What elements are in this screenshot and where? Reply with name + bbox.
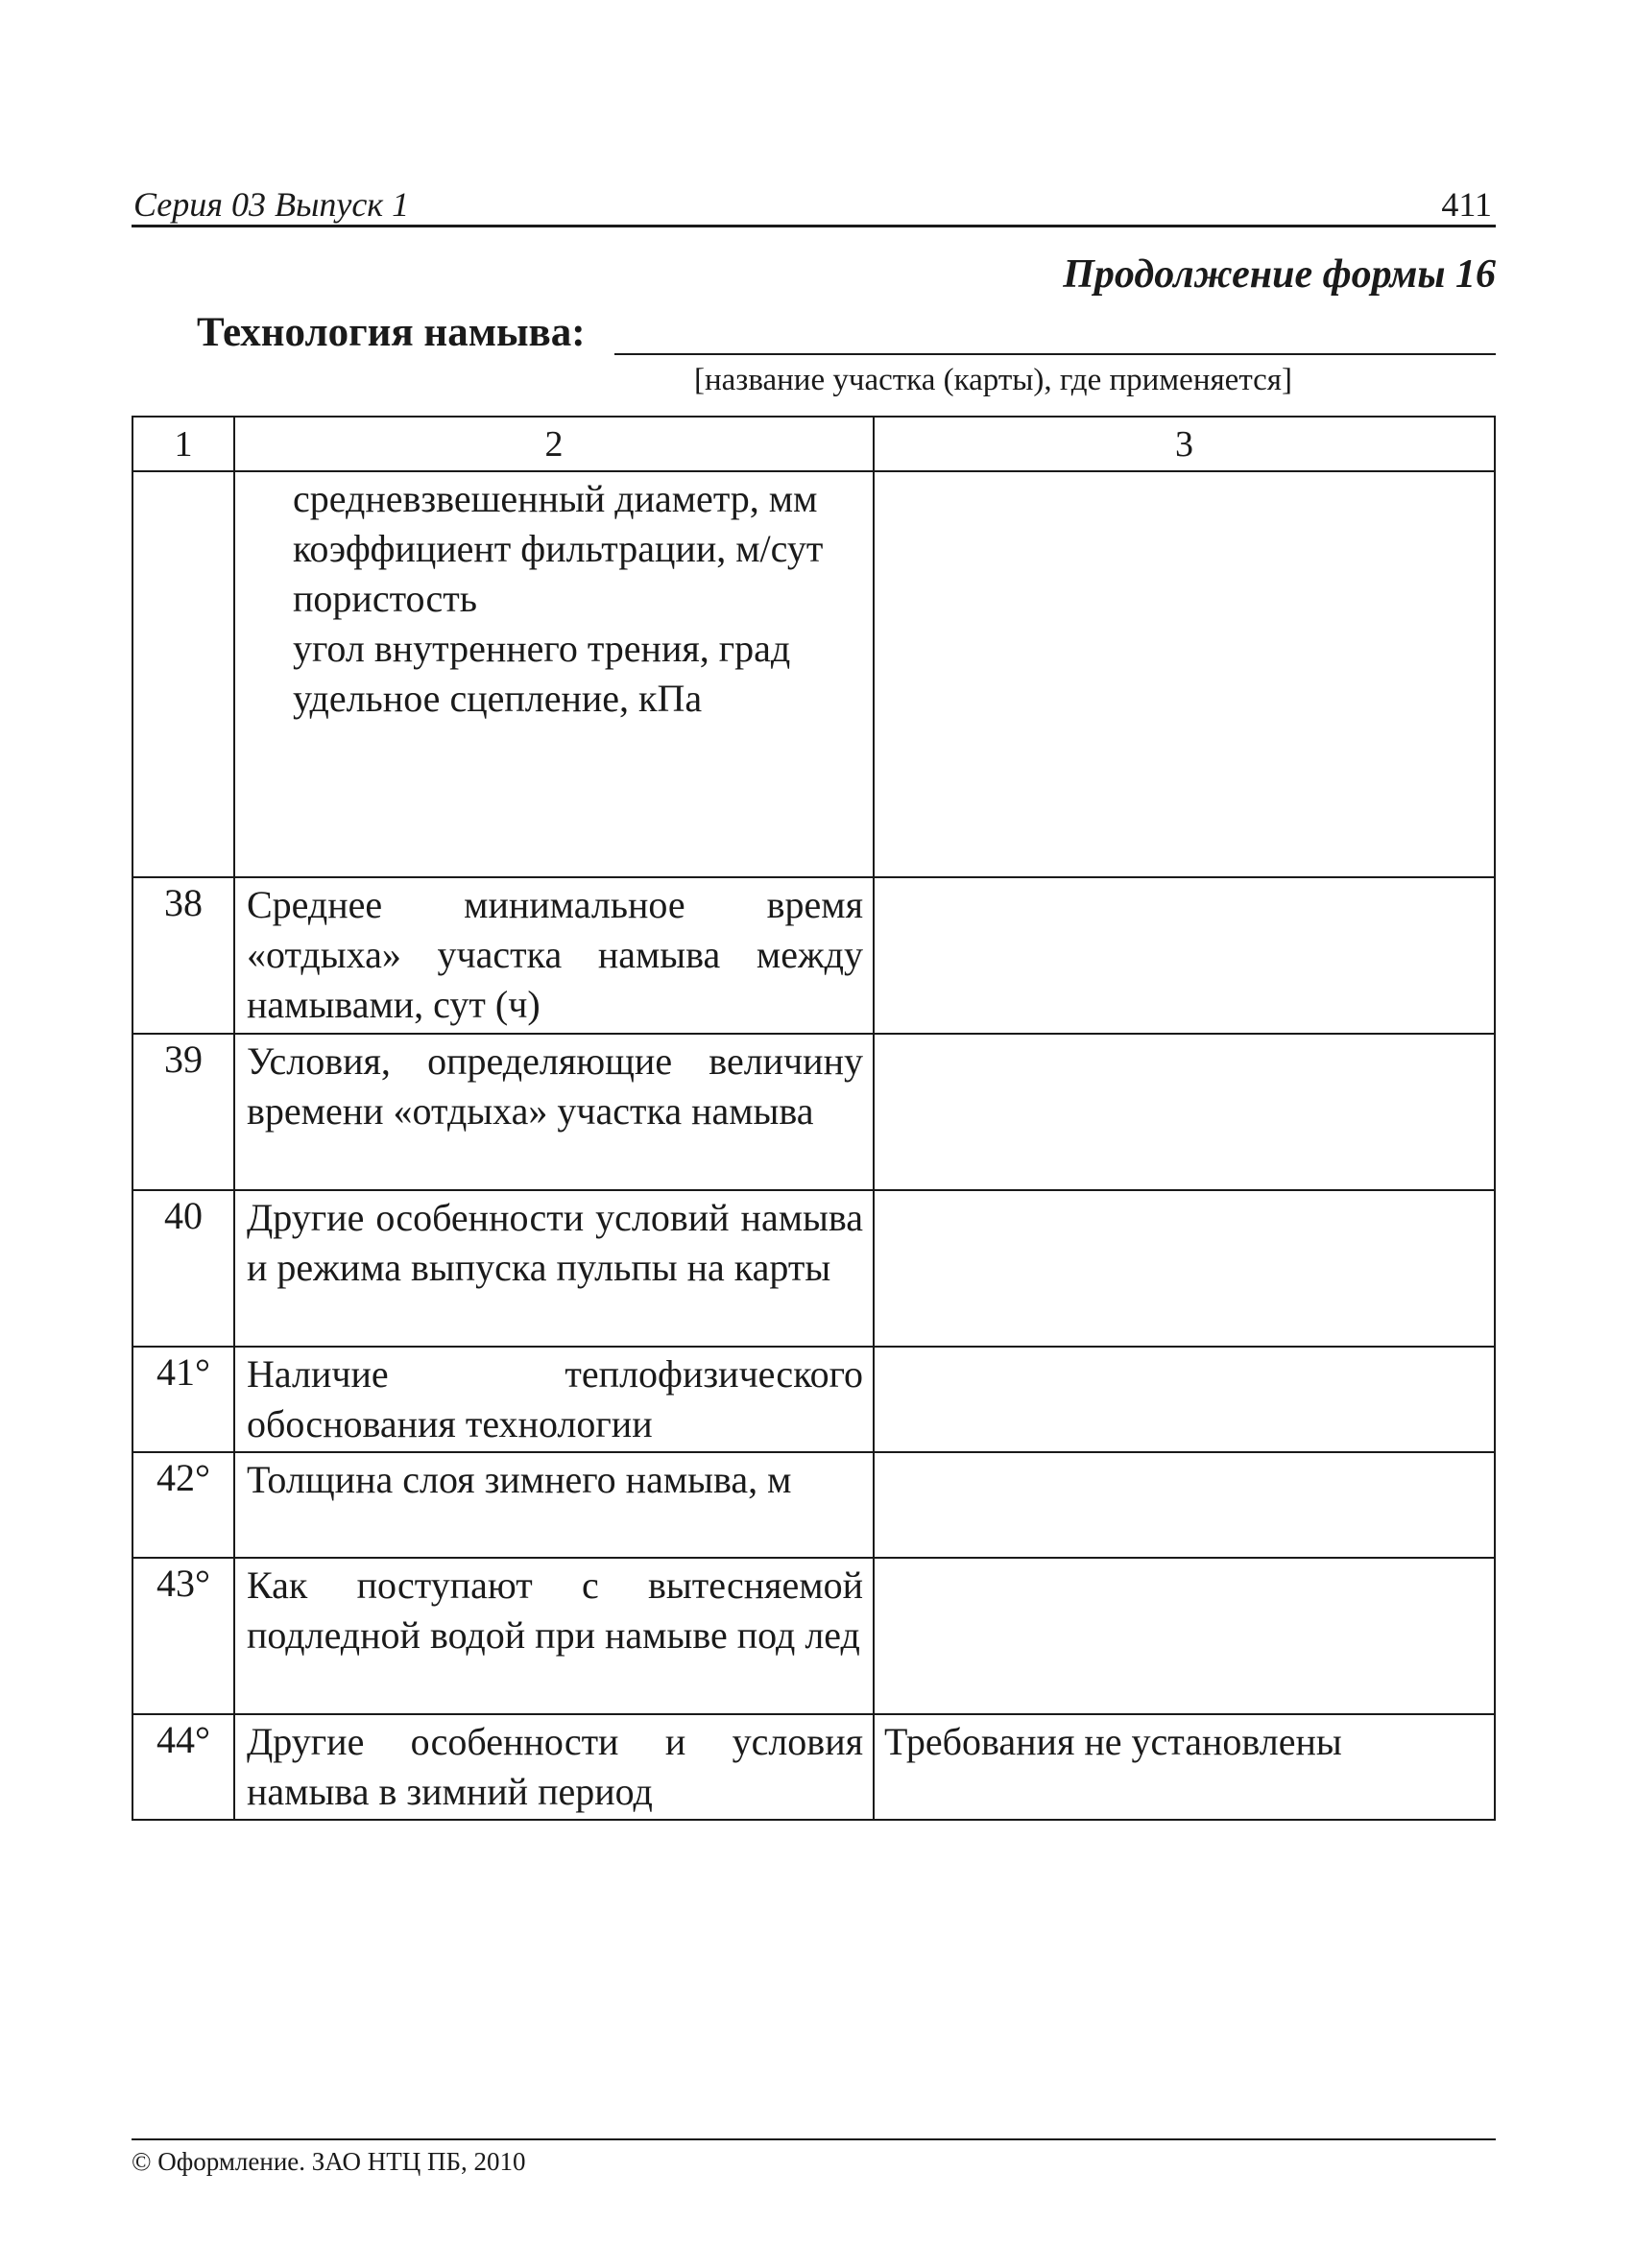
subitem: пористость <box>293 577 477 620</box>
column-header: 3 <box>874 417 1495 471</box>
subitems-cell <box>234 471 874 877</box>
column-header: 1 <box>132 417 234 471</box>
value-cell[interactable] <box>874 1452 1495 1558</box>
row-description: Условия, определяющие величину времени «отдыха» участка намыва <box>234 1034 874 1190</box>
footer-copyright: © Оформление. ЗАО НТЦ ПБ, 2010 <box>132 2147 526 2176</box>
form-continuation-title: Продолжение формы 16 <box>1063 252 1496 297</box>
table-row <box>132 471 1495 877</box>
running-header <box>132 179 1496 227</box>
table-row <box>132 877 1495 1034</box>
row-number: 44° <box>132 1714 234 1820</box>
value-cell[interactable] <box>874 1190 1495 1347</box>
row-description: Среднее минимальное время «отдыха» участка намыва между намывами, сут (ч) <box>234 877 874 1034</box>
subitem: средневзвешенный диаметр, мм <box>293 477 818 520</box>
column-header: 2 <box>234 417 874 471</box>
value-cell[interactable] <box>874 1034 1495 1190</box>
subitem: коэффициент фильтрации, м/сут <box>293 527 824 570</box>
footer-divider <box>132 2138 1496 2140</box>
technology-fill-line <box>614 353 1496 355</box>
row-description: Другие особенности и условия намыва в зимний период <box>234 1714 874 1820</box>
table-row <box>132 1190 1495 1347</box>
row-description: Наличие теплофизического обоснования технологии <box>234 1347 874 1452</box>
table-row <box>132 1034 1495 1190</box>
value-cell[interactable] <box>874 471 1495 877</box>
table-row <box>132 1452 1495 1558</box>
row-number: 39 <box>132 1034 234 1190</box>
table-row <box>132 1347 1495 1452</box>
row-number <box>132 471 234 877</box>
form-table <box>132 416 1496 1821</box>
series-label: Серия 03 Выпуск 1 <box>133 185 410 224</box>
value-cell[interactable] <box>874 1558 1495 1714</box>
table-row <box>132 1558 1495 1714</box>
page-number: 411 <box>1441 185 1492 224</box>
row-number: 41° <box>132 1347 234 1452</box>
technology-hint: [название участка (карты), где применяется] <box>694 363 1292 397</box>
row-description: Толщина слоя зимнего намыва, м <box>234 1452 874 1558</box>
row-number: 43° <box>132 1558 234 1714</box>
row-number: 42° <box>132 1452 234 1558</box>
row-description: Другие особенности условий намыва и режима выпуска пульпы на карты <box>234 1190 874 1347</box>
subitem: угол внутреннего трения, град <box>293 627 791 670</box>
row-number: 38 <box>132 877 234 1034</box>
value-cell[interactable] <box>874 1347 1495 1452</box>
subitem: удельное сцепление, кПа <box>293 677 703 720</box>
row-number: 40 <box>132 1190 234 1347</box>
table-header-row <box>132 417 1495 471</box>
value-cell[interactable] <box>874 877 1495 1034</box>
value-cell[interactable]: Требования не установлены <box>874 1714 1495 1820</box>
table-row <box>132 1714 1495 1820</box>
row-description: Как поступают с вытесняемой подледной водой при намыве под лед <box>234 1558 874 1714</box>
technology-label: Технология намыва: <box>197 310 586 355</box>
